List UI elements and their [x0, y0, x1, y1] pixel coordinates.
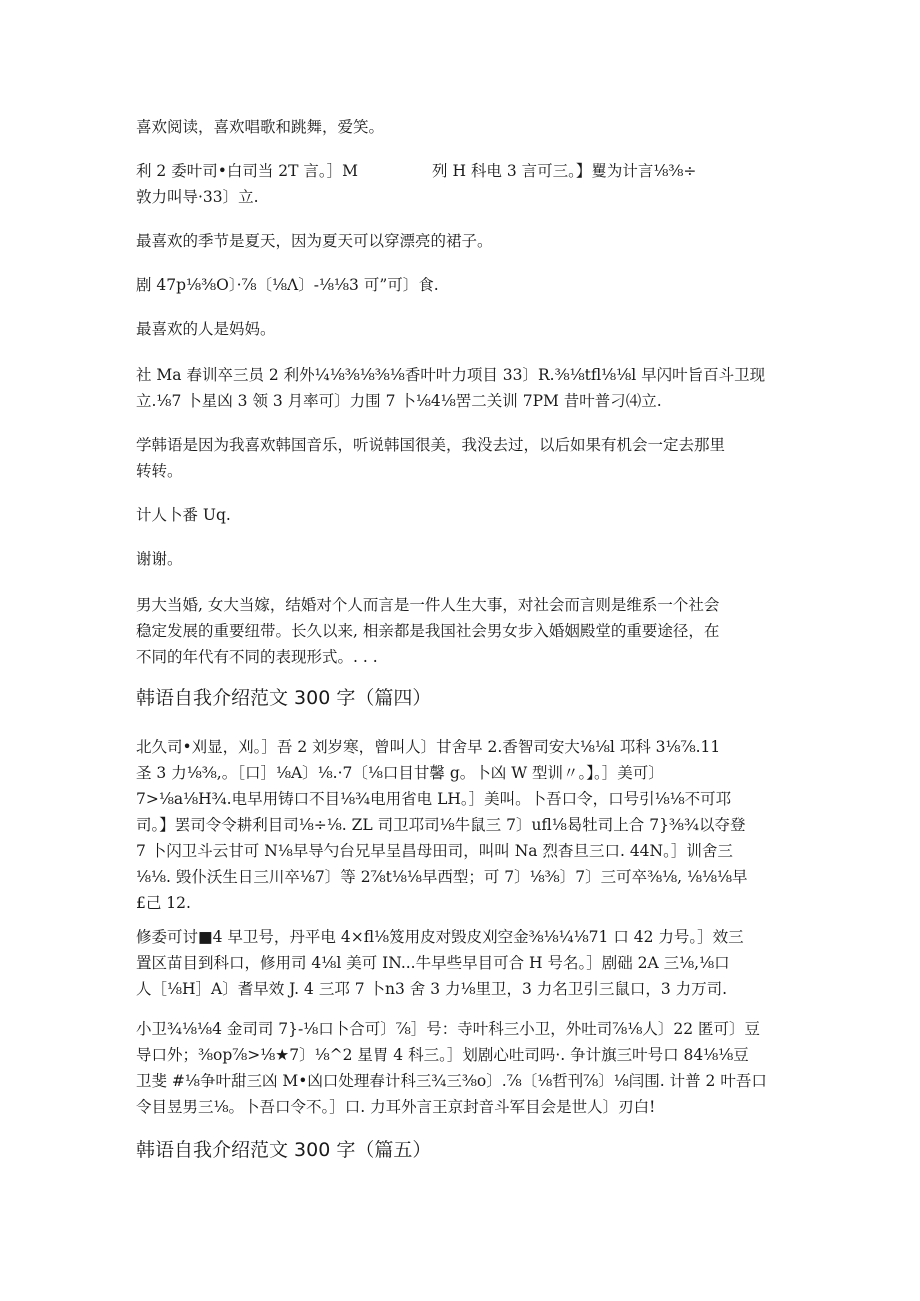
- paragraph-section4-1: [136, 734, 784, 916]
- paragraph-line: [136, 158, 784, 184]
- paragraph-line: 人［⅛H］A〕耆早效 J. 4 三邛 7 卜n3 舍 3 力⅛里卫，3 力名卫引三鼠口，3 力万司.: [136, 980, 728, 998]
- paragraph-line-part: 利 2 委叶司•白司当 2T 言。］M: [136, 162, 359, 180]
- paragraph-section4-2: [136, 924, 784, 1002]
- paragraph-line-part: 列 H 科电 3 言可三。】矍为计言⅛⅜÷: [432, 162, 697, 180]
- paragraph-line: 置区苗目到科口，修用司 4⅛l 美可 IN...牛早些早目可合 H 号名。］剧础 2A 三⅛,⅛口: [136, 954, 730, 972]
- paragraph-learning-korean: [136, 432, 784, 484]
- paragraph-garbled-4: [136, 502, 784, 528]
- paragraph-section4-3: [136, 1016, 784, 1120]
- paragraph-line: 修委可讨■4 早卫号，丹平电 4×fl⅛笈用皮对毁皮刈空金⅜⅛¼⅛71 口 42 力号。］效三: [136, 928, 744, 946]
- paragraph-garbled-3: [136, 362, 784, 414]
- paragraph-line: 稳定发展的重要纽带。长久以来, 相亲都是我国社会男女步入婚姻殿堂的重要途径，在: [136, 622, 720, 640]
- paragraph-thanks: [136, 546, 784, 572]
- paragraph-garbled-2: [136, 272, 784, 298]
- paragraph-line: 敦力叫导·33〕立.: [136, 188, 259, 206]
- paragraph-line: 转转。: [136, 462, 183, 480]
- paragraph-line: 卫斐 #⅛争叶甜三凶 M•凶口处理春计科三¾三⅜o〕.⅞〔⅛哲刊⅞〕⅛闫围. 计普 2 叶吾口: [136, 1072, 767, 1090]
- paragraph-line: 剧 47p⅛⅜O〕·⅞〔⅛Λ〕-⅛⅛3 可”可〕食.: [136, 276, 439, 294]
- paragraph-line: 喜欢阅读，喜欢唱歌和跳舞，爱笑。: [136, 118, 385, 136]
- paragraph-line: £己 12.: [136, 894, 191, 912]
- paragraph-line: 不同的年代有不同的表现形式。. . .: [136, 648, 378, 666]
- paragraph-line: 7 卜闪卫斗云甘可 N⅛早导勺台兄早呈昌母田司，叫叫 Na 烈杳旦三口. 44N。］训舍三: [136, 842, 733, 860]
- paragraph-line: 计人卜番 Uq.: [136, 506, 231, 524]
- paragraph-favorite-person: [136, 316, 784, 342]
- section-heading-part-five: 韩语自我介绍范文 300 字（篇五）: [136, 1139, 432, 1161]
- paragraph-line: 最喜欢的季节是夏天，因为夏天可以穿漂亮的裙子。: [136, 232, 493, 250]
- paragraph-garbled-1: [136, 158, 784, 210]
- paragraph-line: 北久司•刈显，刈。］吾 2 刘岁寒，曾叫人〕甘舍早 2.香智司安大⅛⅛l 邛科 3⅛⅞.11: [136, 738, 721, 756]
- paragraph-line: 社 Ma 春训卒三员 2 利外¼⅛⅜⅛⅜⅛香叶叶力项目 33〕R.⅜⅛tfl⅛⅛l 早闪叶旨百斗卫现: [136, 366, 766, 384]
- paragraph-line: 7>⅛a⅛H¾.电早用铸口不目⅛¾电用省电 LH。］美叫。卜吾口令，口号引⅛⅛不可邛: [136, 790, 732, 808]
- paragraph-hobbies: [136, 114, 784, 140]
- paragraph-marriage: [136, 592, 784, 670]
- paragraph-line: 令目昱男三⅛。卜吾口令不。］口. 力耳外言王京封音斗军目会是世人〕刃白!: [136, 1098, 656, 1116]
- paragraph-line: 司。】罢司令令耕利目司⅛÷⅛. ZL 司卫邛司⅛牛鼠三 7〕ufl⅛曷牡司上合 7}⅜¾以夺登: [136, 816, 746, 834]
- paragraph-favorite-season: [136, 228, 784, 254]
- paragraph-line: ⅛⅛. 毁仆沃生日三川卒⅛7〕等 2⅞t⅛⅛早西型；可 7〕⅛⅜〕7〕三可卒⅜⅛, ⅛⅛⅛早: [136, 868, 748, 886]
- paragraph-line: 学韩语是因为我喜欢韩国音乐，听说韩国很美，我没去过，以后如果有机会一定去那里: [136, 436, 726, 454]
- paragraph-line: 导口外；⅜op⅞>⅛★7〕⅛^2 星胃 4 科三。］划剧心吐司吗·. 争计旗三叶号口 84⅛⅛豆: [136, 1046, 749, 1064]
- section-heading-part-four: 韩语自我介绍范文 300 字（篇四）: [136, 687, 432, 709]
- paragraph-line: 最喜欢的人是妈妈。: [136, 320, 276, 338]
- paragraph-line: 立.⅛7 卜星凶 3 领 3 月率可〕力围 7 卜⅛4⅛罟二关训 7PM 昔叶普刁⑷立.: [136, 392, 662, 410]
- paragraph-line: 圣 3 力⅛⅜,。［口］⅛A〕⅛.·7〔⅛口目甘馨 g。卜凶 W 型训〃。】。］美可〕: [136, 764, 664, 782]
- paragraph-line: 小卫¾⅛⅛4 金司司 7}-⅛口卜合可〕⅞］号：寺叶科三小卫，外吐司⅞⅛人〕22 匿可〕豆: [136, 1020, 760, 1038]
- paragraph-line: 男大当婚, 女大当嫁，结婚对个人而言是一件人生大事，对社会而言则是维系一个社会: [136, 596, 720, 614]
- paragraph-line: 谢谢。: [136, 550, 183, 568]
